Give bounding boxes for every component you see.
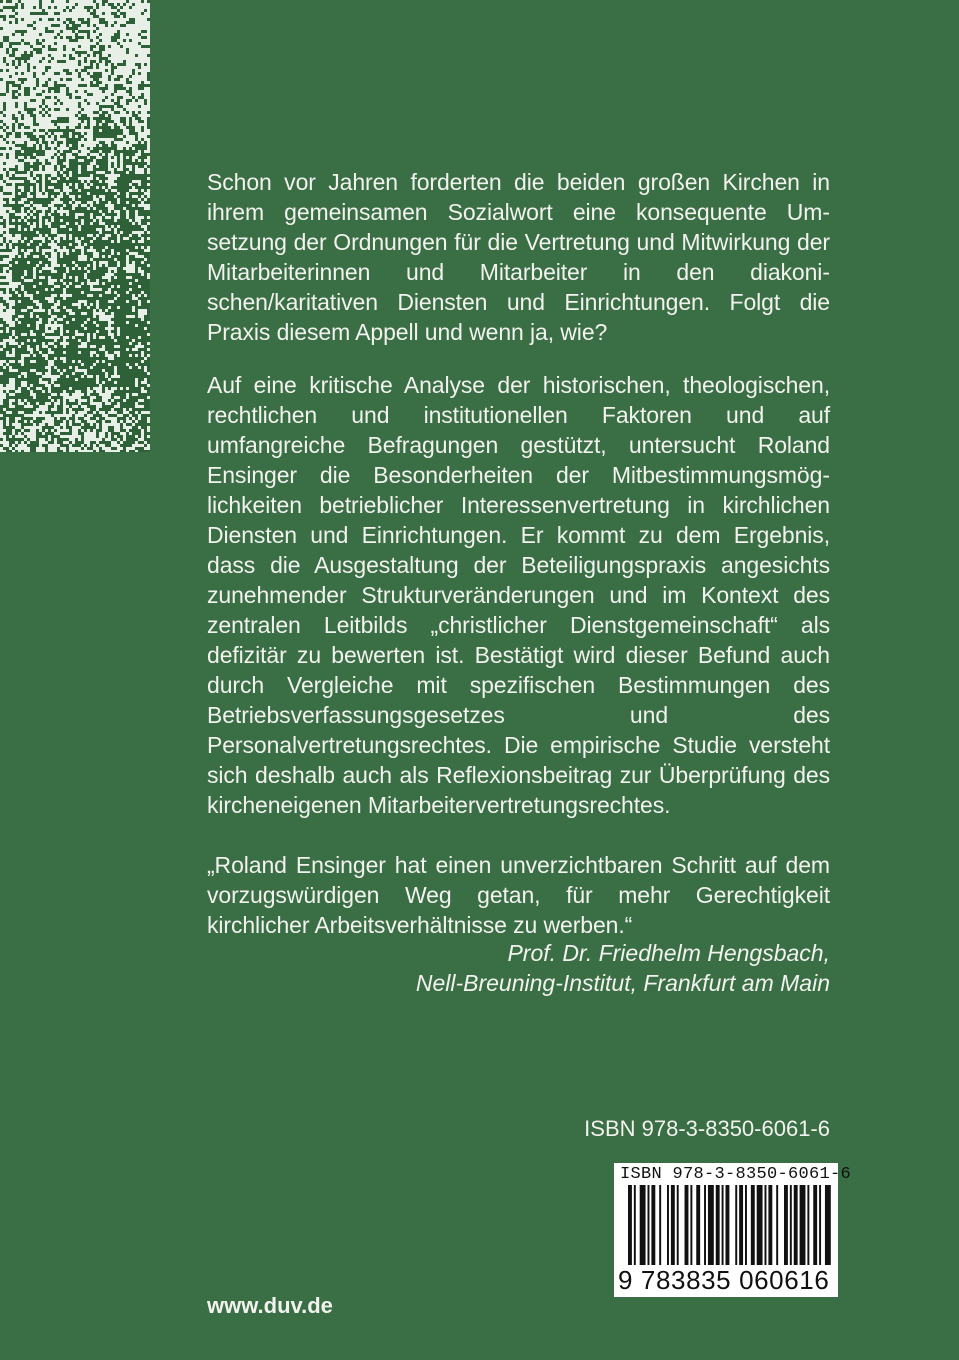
isbn-barcode	[614, 1163, 852, 1297]
blurb-paragraph-2: Auf eine kritische Analyse der historischen, theologischen, rechtlichen und institutionellen Faktoren und auf umfangreiche Befragungen gestützt, untersucht Roland Ensinger die Besonderheiten der Mitbestimmungsmöglichkeiten betrieblicher Interessenvertretung in kirchlichen Diensten und Einrichtungen. Er kommt zu dem Ergebnis, dass die Ausgestaltung der Beteiligungspraxis angesichts zunehmender Strukturveränderungen und im Kontext des zentralen Leitbilds „christlicher Dienstgemeinschaft“ als defizitär zu bewerten ist. Bestätigt wird dieser Befund auch durch Vergleiche mit spezifischen Bestimmungen des Betriebsverfassungsgesetzes und des Personalvertretungsrechtes. Die empirische Studie versteht sich deshalb auch als Reflexionsbeitrag zur Überprüfung des kircheneigenen Mitarbeitervertretungsrechtes.	[207, 372, 830, 818]
attribution-institution: Nell-Breuning-Institut, Frankfurt am Main	[415, 970, 830, 996]
isbn-label: ISBN 978-3-8350-6061-6	[584, 1116, 830, 1141]
publisher-url[interactable]: www.duv.de	[207, 1293, 333, 1318]
barcode-isbn-text: ISBN 978-3-8350-6061-6	[620, 1165, 852, 1184]
quote-attribution	[207, 938, 830, 998]
barcode-digits: 9 783835 060616	[618, 1265, 830, 1295]
cover-photo	[0, 0, 150, 452]
halftone-photo-image	[0, 0, 150, 452]
attribution-name: Prof. Dr. Friedhelm Hengsbach,	[507, 940, 830, 966]
blurb-paragraph-1: Schon vor Jahren forderten die beiden großen Kirchen in ihrem gemeinsamen Sozialwort eine konsequente Umsetzung der Ordnungen für die Vertretung und Mitwirkung der Mitarbeiterinnen und Mitarbeiter in den diakonischen/karitativen Diensten und Einrichtungen. Folgt die Praxis diesem Appell und wenn ja, wie?	[207, 169, 830, 345]
review-quote: „Roland Ensinger hat einen unverzichtbaren Schritt auf dem vorzugswürdigen Weg getan, für mehr Gerechtigkeit kirchlicher Arbeitsverhältnisse zu werben.“	[207, 852, 830, 938]
barcode-bars	[618, 1185, 834, 1267]
